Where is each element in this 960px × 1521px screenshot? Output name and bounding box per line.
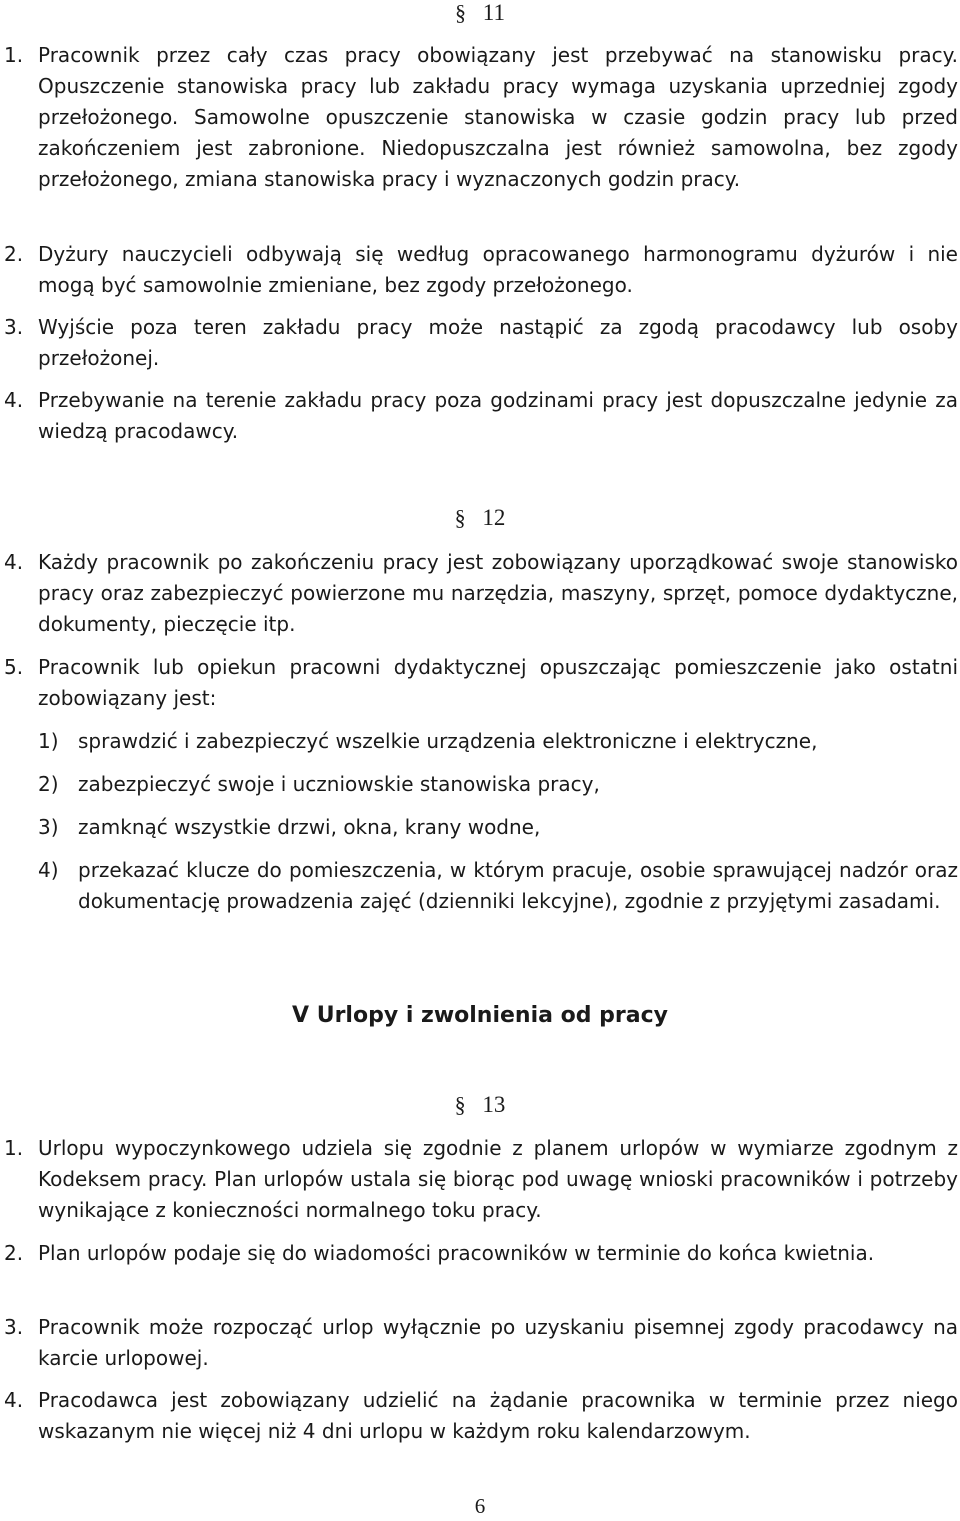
section-sign: § — [454, 505, 466, 530]
sub-item-number: 1) — [38, 729, 59, 753]
sub-item-number: 4) — [38, 858, 59, 882]
section-sign: § — [454, 1092, 466, 1117]
item-text: Pracownik lub opiekun pracowni dydaktycznej opuszczając pomieszczenie jako ostatni zobowiązany jest: — [38, 655, 958, 710]
sub-item-text: przekazać klucze do pomieszczenia, w którym pracuje, osobie sprawującej nadzór oraz dokumentację prowadzenia zajęć (dzienniki lekcyjne), zgodnie z przyjętymi zasadami. — [78, 858, 958, 913]
item-number: 2. — [4, 1241, 24, 1265]
sub-item-text: zabezpieczyć swoje i uczniowskie stanowiska pracy, — [78, 772, 600, 796]
sub-item-text: sprawdzić i zabezpieczyć wszelkie urządzenia elektroniczne i elektryczne, — [78, 729, 818, 753]
item-text: Urlopu wypoczynkowego udziela się zgodnie z planem urlopów w wymiarze zgodnym z Kodeksem pracy. Plan urlopów ustala się biorąc pod uwagę wnioski pracowników i potrzeby wynikające z konieczności normalnego toku pracy. — [38, 1136, 958, 1222]
section-heading-13 — [0, 1092, 960, 1118]
sub-item-number: 3) — [38, 815, 59, 839]
item-number: 1. — [4, 43, 24, 67]
chapter-heading: V Urlopy i zwolnienia od pracy — [292, 1003, 668, 1028]
item-text: Pracownik może rozpocząć urlop wyłącznie po uzyskaniu pisemnej zgody pracodawcy na karcie urlopowej. — [38, 1315, 958, 1370]
section-heading-12 — [0, 505, 960, 531]
item-text: Pracodawca jest zobowiązany udzielić na żądanie pracownika w terminie przez niego wskazanym nie więcej niż 4 dni urlopu w każdym roku kalendarzowym. — [38, 1388, 958, 1443]
item-text: Wyjście poza teren zakładu pracy może nastąpić za zgodą pracodawcy lub osoby przełożonej. — [38, 315, 958, 370]
sub-item-number: 2) — [38, 772, 59, 796]
page-number: 6 — [474, 1494, 486, 1518]
section-number: 13 — [482, 1092, 506, 1117]
item-text: Dyżury nauczycieli odbywają się według opracowanego harmonogramu dyżurów i nie mogą być samowolnie zmieniane, bez zgody przełożonego. — [38, 242, 958, 297]
item-number: 4. — [4, 550, 24, 574]
section-number: 12 — [482, 505, 506, 530]
item-number: 3. — [4, 315, 24, 339]
item-number: 3. — [4, 1315, 24, 1339]
item-text: Przebywanie na terenie zakładu pracy poza godzinami pracy jest dopuszczalne jedynie za wiedzą pracodawcy. — [38, 388, 958, 443]
item-text: Pracownik przez cały czas pracy obowiązany jest przebywać na stanowisku pracy. Opuszczenie stanowiska pracy lub zakładu pracy wymaga uzyskania uprzedniej zgody przełożonego. Samowolne opuszczenie stanowiska w czasie godzin pracy lub przed zakończeniem jest zabronione. Niedopuszczalna jest również samowolna, bez zgody przełożonego, zmiana stanowiska pracy i wyznaczonych godzin pracy. — [38, 43, 958, 191]
item-text: Plan urlopów podaje się do wiadomości pracowników w terminie do końca kwietnia. — [38, 1241, 875, 1265]
sub-item-text: zamknąć wszystkie drzwi, okna, krany wodne, — [78, 815, 541, 839]
section-number: 11 — [482, 0, 505, 25]
item-number: 4. — [4, 388, 24, 412]
item-number: 2. — [4, 242, 24, 266]
section-heading-11 — [0, 0, 960, 26]
item-number: 1. — [4, 1136, 24, 1160]
item-number: 4. — [4, 1388, 24, 1412]
item-text: Każdy pracownik po zakończeniu pracy jest zobowiązany uporządkować swoje stanowisko pracy oraz zabezpieczyć powierzone mu narzędzia, maszyny, sprzęt, pomoce dydaktyczne, dokumenty, pieczęcie itp. — [38, 550, 958, 636]
item-number: 5. — [4, 655, 24, 679]
section-sign: § — [455, 0, 467, 25]
